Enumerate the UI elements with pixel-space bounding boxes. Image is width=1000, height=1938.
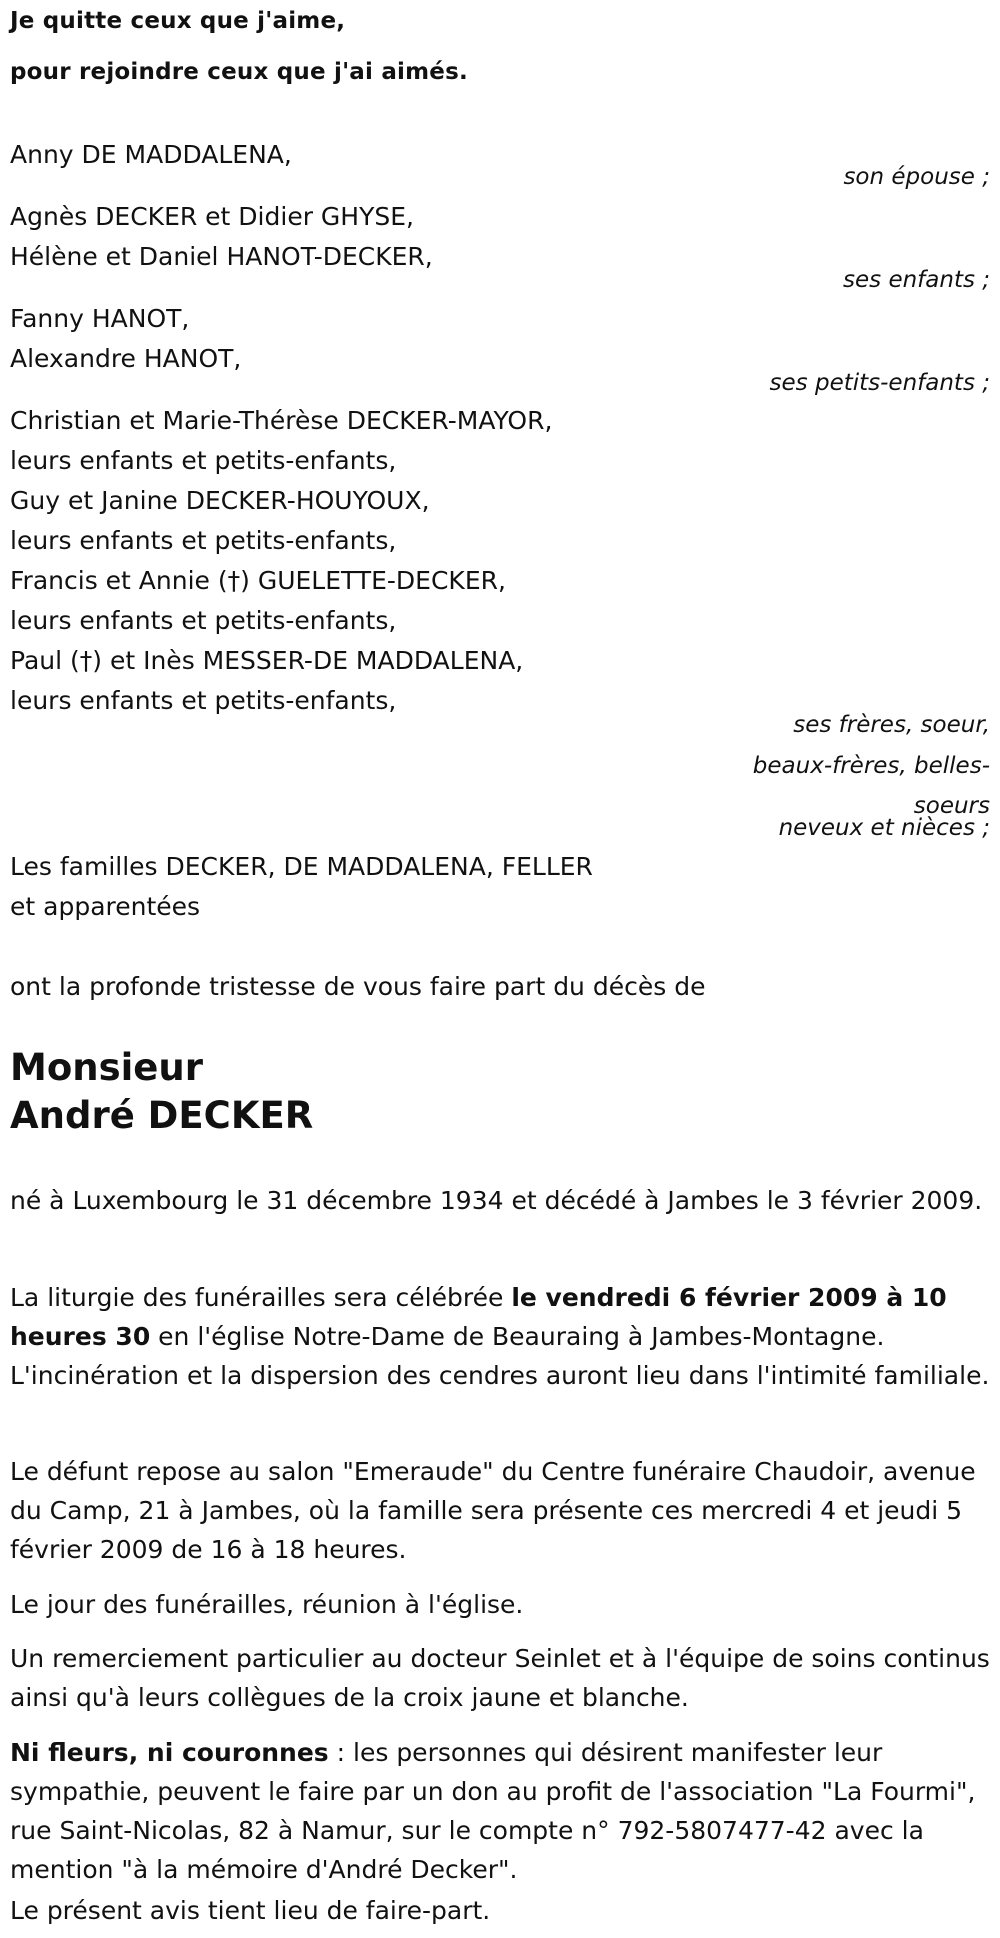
liturgy-date-time: le vendredi 6 février 2009 à 10 heures 30 xyxy=(10,1283,947,1351)
liturgy-paragraph xyxy=(10,1278,990,1395)
announcement-text: ont la profonde tristesse de vous faire part du décès de xyxy=(10,972,706,1001)
closing-paragraph: Le présent avis tient lieu de faire-part. xyxy=(10,1896,491,1925)
epigraph-line-1: Je quitte ceux que j'aime, xyxy=(10,8,346,34)
siblings-role-line-3: neveux et nièces ; xyxy=(778,815,990,841)
liturgy-text-start: La liturgie des funérailles sera célébrée xyxy=(10,1283,512,1312)
families-line-1: Les familles DECKER, DE MADDALENA, FELLER xyxy=(10,852,593,881)
spouse-name: Anny DE MADDALENA, xyxy=(10,140,292,169)
sibling-line-4: leurs enfants et petits-enfants, xyxy=(10,526,397,555)
sibling-line-1: Christian et Marie-Thérèse DECKER-MAYOR, xyxy=(10,406,553,435)
siblings-role-line-2: beaux-frères, belles-soeurs xyxy=(752,753,990,819)
sibling-line-5: Francis et Annie (†) GUELETTE-DECKER, xyxy=(10,566,506,595)
deceased-name: André DECKER xyxy=(10,1094,314,1137)
grandchildren-line-2: Alexandre HANOT, xyxy=(10,344,242,373)
deceased-title: Monsieur xyxy=(10,1046,203,1089)
siblings-role-line-1: ses frères, soeur, xyxy=(793,712,990,738)
spouse-role: son épouse ; xyxy=(843,164,990,190)
sibling-line-3: Guy et Janine DECKER-HOUYOUX, xyxy=(10,486,430,515)
sibling-line-8: leurs enfants et petits-enfants, xyxy=(10,686,397,715)
grandchildren-role: ses petits-enfants ; xyxy=(769,370,990,396)
families-line-2: et apparentées xyxy=(10,892,201,921)
children-line-1: Agnès DECKER et Didier GHYSE, xyxy=(10,202,414,231)
epigraph-line-2: pour rejoindre ceux que j'ai aimés. xyxy=(10,59,468,85)
birth-death-paragraph: né à Luxembourg le 31 décembre 1934 et décédé à Jambes le 3 février 2009. xyxy=(10,1186,983,1215)
flowers-paragraph xyxy=(10,1733,990,1889)
sibling-line-6: leurs enfants et petits-enfants, xyxy=(10,606,397,635)
grandchildren-line-1: Fanny HANOT, xyxy=(10,304,190,333)
sibling-line-2: leurs enfants et petits-enfants, xyxy=(10,446,397,475)
liturgy-text-end: en l'église Notre-Dame de Beauraing à Jambes-Montagne. L'incinération et la dispersion des cendres auront lieu dans l'intimité familiale. xyxy=(10,1322,990,1390)
children-line-2: Hélène et Daniel HANOT-DECKER, xyxy=(10,242,433,271)
sibling-line-7: Paul (†) et Inès MESSER-DE MADDALENA, xyxy=(10,646,524,675)
flowers-text: : les personnes qui désirent manifester leur sympathie, peuvent le faire par un don au profit de l'association "La Fourmi", rue Saint-Nicolas, 82 à Namur, sur le compte n° 792-5807477-42 avec la mention "à la mémoire d'André Decker". xyxy=(10,1738,976,1884)
viewing-paragraph: Le défunt repose au salon "Emeraude" du Centre funéraire Chaudoir, avenue du Camp, 21 à Jambes, où la famille sera présente ces mercredi 4 et jeudi 5 février 2009 de 16 à 18 heures. xyxy=(10,1457,976,1564)
flowers-heading: Ni fleurs, ni couronnes xyxy=(10,1738,329,1767)
children-role: ses enfants ; xyxy=(843,267,990,293)
meeting-paragraph: Le jour des funérailles, réunion à l'église. xyxy=(10,1590,524,1619)
thanks-paragraph: Un remerciement particulier au docteur Seinlet et à l'équipe de soins continus ainsi qu'à leurs collègues de la croix jaune et blanche. xyxy=(10,1644,990,1712)
